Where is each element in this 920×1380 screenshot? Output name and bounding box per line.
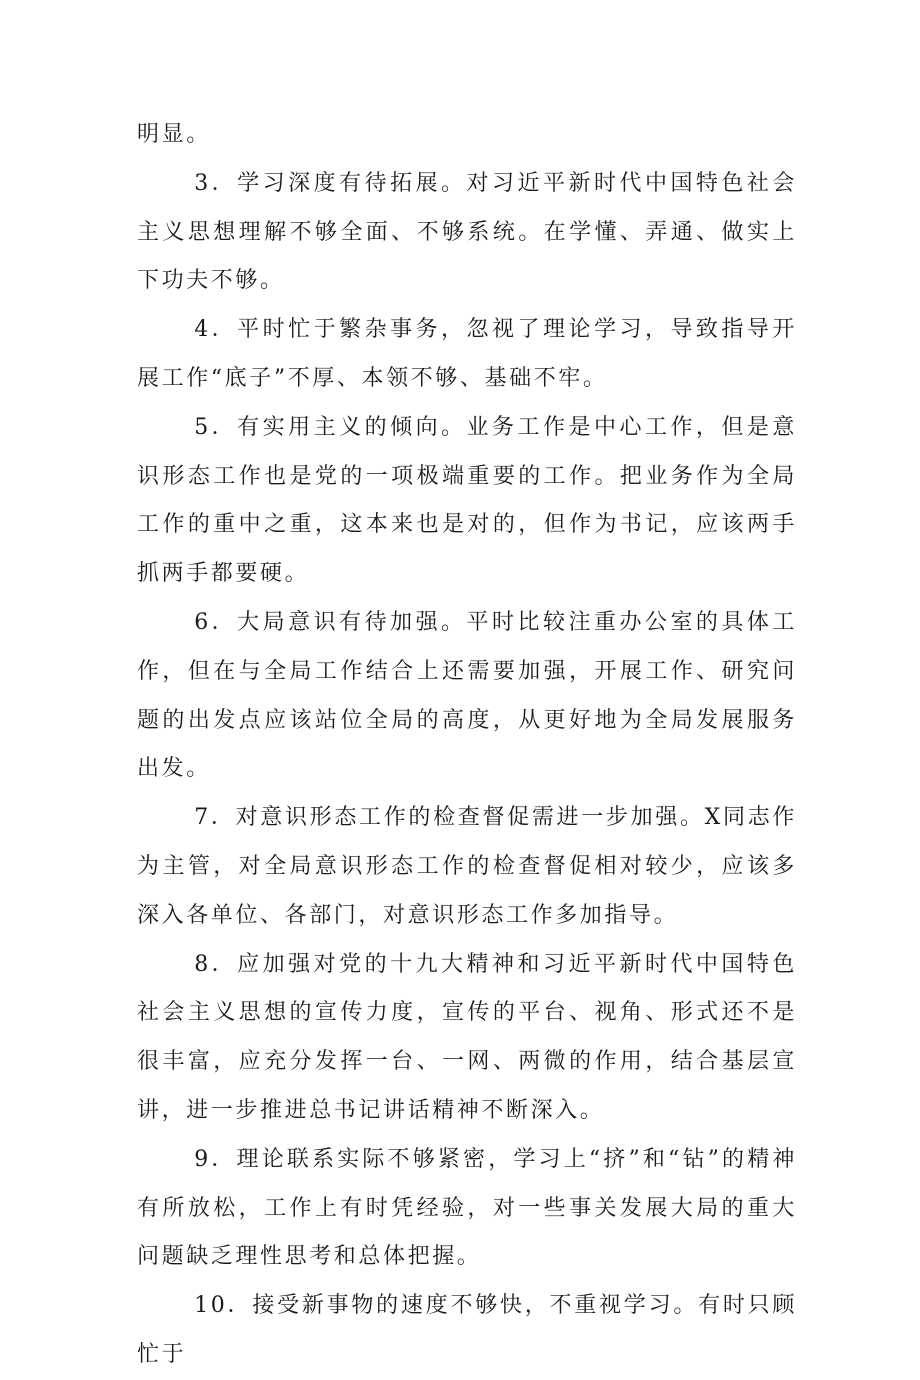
paragraph-item-3: 3．学习深度有待拓展。对习近平新时代中国特色社会主义思想理解不够全面、不够系统。在学懂、弄通、做实上下功夫不够。 bbox=[137, 170, 797, 294]
paragraph-item-4: 4．平时忙于繁杂事务，忽视了理论学习，导致指导开展工作“底子”不厚、本领不够、基础不牢。 bbox=[137, 317, 797, 391]
document-body bbox=[137, 111, 797, 1380]
paragraph-item-6: 6．大局意识有待加强。平时比较注重办公室的具体工作，但在与全局工作结合上还需要加强，开展工作、研究问题的出发点应该站位全局的高度，从更好地为全局发展服务出发。 bbox=[137, 609, 797, 782]
paragraph-item-5: 5．有实用主义的倾向。业务工作是中心工作，但是意识形态工作也是党的一项极端重要的工作。把业务作为全局工作的重中之重，这本来也是对的，但作为书记，应该两手抓两手都要硬。 bbox=[137, 414, 797, 587]
paragraph-continuation: 明显。 bbox=[137, 122, 211, 147]
paragraph-item-8: 8．应加强对党的十九大精神和习近平新时代中国特色社会主义思想的宣传力度，宣传的平台、视角、形式还不是很丰富，应充分发挥一台、一网、两微的作用，结合基层宣讲，进一步推进总书记讲话精神不断深入。 bbox=[137, 951, 797, 1123]
paragraph-item-10: 10．接受新事物的速度不够快，不重视学习。有时只顾忙于 bbox=[137, 1293, 797, 1367]
paragraph-item-7: 7．对意识形态工作的检查督促需进一步加强。X同志作为主管，对全局意识形态工作的检查督促相对较少，应该多深入各单位、各部门，对意识形态工作多加指导。 bbox=[137, 805, 797, 928]
paragraph-item-9: 9．理论联系实际不够紧密，学习上“挤”和“钻”的精神有所放松，工作上有时凭经验，对一些事关发展大局的重大问题缺乏理性思考和总体把握。 bbox=[137, 1146, 797, 1270]
